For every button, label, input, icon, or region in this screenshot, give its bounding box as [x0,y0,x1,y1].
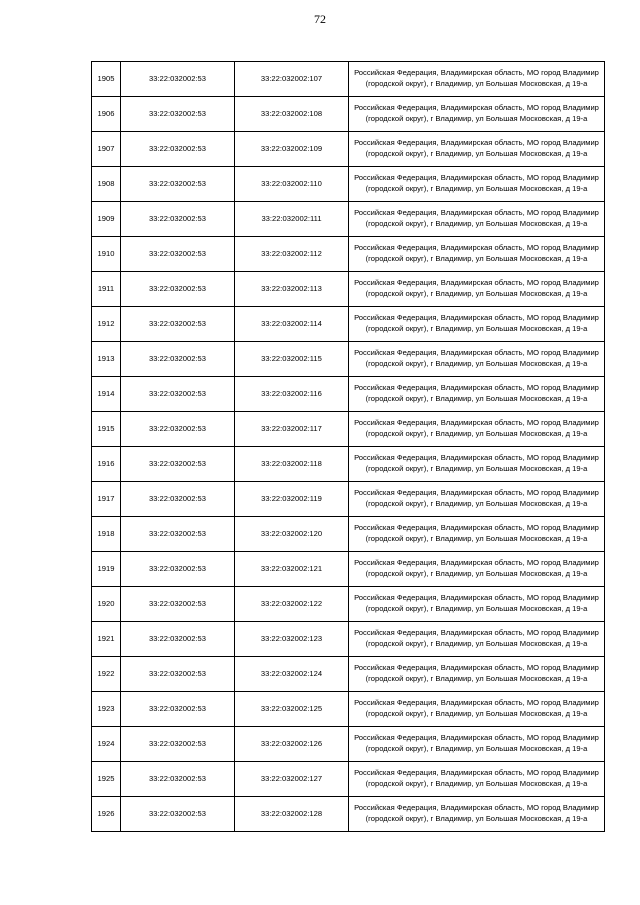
parent-cadastral-number-cell: 33:22:032002:53 [121,272,235,307]
parent-cadastral-number-cell: 33:22:032002:53 [121,587,235,622]
row-number-cell: 1920 [92,587,121,622]
address-cell: Российская Федерация, Владимирская область, МО город Владимир (городской округ), г Владимир, ул Большая Московская, д 19-а [349,62,605,97]
row-number-cell: 1911 [92,272,121,307]
table-row [92,412,605,447]
parent-cadastral-number-cell: 33:22:032002:53 [121,727,235,762]
row-number-cell: 1919 [92,552,121,587]
cadastral-number-cell: 33:22:032002:113 [235,272,349,307]
table-row [92,762,605,797]
parent-cadastral-number-cell: 33:22:032002:53 [121,517,235,552]
address-cell: Российская Федерация, Владимирская область, МО город Владимир (городской округ), г Владимир, ул Большая Московская, д 19-а [349,622,605,657]
parent-cadastral-number-cell: 33:22:032002:53 [121,482,235,517]
parent-cadastral-number-cell: 33:22:032002:53 [121,762,235,797]
address-cell: Российская Федерация, Владимирская область, МО город Владимир (городской округ), г Владимир, ул Большая Московская, д 19-а [349,587,605,622]
row-number-cell: 1909 [92,202,121,237]
address-cell: Российская Федерация, Владимирская область, МО город Владимир (городской округ), г Владимир, ул Большая Московская, д 19-а [349,727,605,762]
cadastral-number-cell: 33:22:032002:121 [235,552,349,587]
row-number-cell: 1918 [92,517,121,552]
table-row [92,797,605,832]
address-cell: Российская Федерация, Владимирская область, МО город Владимир (городской округ), г Владимир, ул Большая Московская, д 19-а [349,377,605,412]
address-cell: Российская Федерация, Владимирская область, МО город Владимир (городской округ), г Владимир, ул Большая Московская, д 19-а [349,202,605,237]
row-number-cell: 1912 [92,307,121,342]
parent-cadastral-number-cell: 33:22:032002:53 [121,622,235,657]
parent-cadastral-number-cell: 33:22:032002:53 [121,412,235,447]
table-row [92,517,605,552]
page-number: 72 [314,12,326,26]
parent-cadastral-number-cell: 33:22:032002:53 [121,167,235,202]
row-number-cell: 1908 [92,167,121,202]
cadastral-number-cell: 33:22:032002:110 [235,167,349,202]
row-number-cell: 1921 [92,622,121,657]
cadastral-number-cell: 33:22:032002:120 [235,517,349,552]
address-cell: Российская Федерация, Владимирская область, МО город Владимир (городской округ), г Владимир, ул Большая Московская, д 19-а [349,692,605,727]
table-row [92,657,605,692]
cadastral-number-cell: 33:22:032002:119 [235,482,349,517]
cadastral-number-cell: 33:22:032002:111 [235,202,349,237]
cadastral-number-cell: 33:22:032002:127 [235,762,349,797]
address-cell: Российская Федерация, Владимирская область, МО город Владимир (городской округ), г Владимир, ул Большая Московская, д 19-а [349,97,605,132]
parent-cadastral-number-cell: 33:22:032002:53 [121,97,235,132]
row-number-cell: 1917 [92,482,121,517]
table-row [92,587,605,622]
table-row [92,692,605,727]
parent-cadastral-number-cell: 33:22:032002:53 [121,342,235,377]
parent-cadastral-number-cell: 33:22:032002:53 [121,132,235,167]
cadastral-number-cell: 33:22:032002:115 [235,342,349,377]
cadastral-number-cell: 33:22:032002:112 [235,237,349,272]
parent-cadastral-number-cell: 33:22:032002:53 [121,552,235,587]
address-cell: Российская Федерация, Владимирская область, МО город Владимир (городской округ), г Владимир, ул Большая Московская, д 19-а [349,552,605,587]
address-cell: Российская Федерация, Владимирская область, МО город Владимир (городской округ), г Владимир, ул Большая Московская, д 19-а [349,797,605,832]
table-row [92,237,605,272]
cadastral-number-cell: 33:22:032002:123 [235,622,349,657]
cadastral-number-cell: 33:22:032002:117 [235,412,349,447]
table-row [92,622,605,657]
parent-cadastral-number-cell: 33:22:032002:53 [121,237,235,272]
cadastral-number-cell: 33:22:032002:126 [235,727,349,762]
address-cell: Российская Федерация, Владимирская область, МО город Владимир (городской округ), г Владимир, ул Большая Московская, д 19-а [349,517,605,552]
row-number-cell: 1907 [92,132,121,167]
row-number-cell: 1925 [92,762,121,797]
row-number-cell: 1905 [92,62,121,97]
row-number-cell: 1926 [92,797,121,832]
parent-cadastral-number-cell: 33:22:032002:53 [121,692,235,727]
table-row [92,482,605,517]
parent-cadastral-number-cell: 33:22:032002:53 [121,447,235,482]
parent-cadastral-number-cell: 33:22:032002:53 [121,377,235,412]
address-cell: Российская Федерация, Владимирская область, МО город Владимир (городской округ), г Владимир, ул Большая Московская, д 19-а [349,167,605,202]
row-number-cell: 1913 [92,342,121,377]
address-cell: Российская Федерация, Владимирская область, МО город Владимир (городской округ), г Владимир, ул Большая Московская, д 19-а [349,307,605,342]
cadastral-number-cell: 33:22:032002:108 [235,97,349,132]
parent-cadastral-number-cell: 33:22:032002:53 [121,657,235,692]
cadastral-number-cell: 33:22:032002:107 [235,62,349,97]
table-row [92,132,605,167]
table-row [92,552,605,587]
row-number-cell: 1914 [92,377,121,412]
address-cell: Российская Федерация, Владимирская область, МО город Владимир (городской округ), г Владимир, ул Большая Московская, д 19-а [349,657,605,692]
cadastral-number-cell: 33:22:032002:118 [235,447,349,482]
address-cell: Российская Федерация, Владимирская область, МО город Владимир (городской округ), г Владимир, ул Большая Московская, д 19-а [349,132,605,167]
address-cell: Российская Федерация, Владимирская область, МО город Владимир (городской округ), г Владимир, ул Большая Московская, д 19-а [349,447,605,482]
cadastral-number-cell: 33:22:032002:124 [235,657,349,692]
table-row [92,202,605,237]
row-number-cell: 1906 [92,97,121,132]
table-row [92,272,605,307]
cadastral-number-cell: 33:22:032002:128 [235,797,349,832]
address-cell: Российская Федерация, Владимирская область, МО город Владимир (городской округ), г Владимир, ул Большая Московская, д 19-а [349,272,605,307]
row-number-cell: 1916 [92,447,121,482]
row-number-cell: 1923 [92,692,121,727]
parent-cadastral-number-cell: 33:22:032002:53 [121,202,235,237]
parent-cadastral-number-cell: 33:22:032002:53 [121,62,235,97]
row-number-cell: 1922 [92,657,121,692]
cadastral-number-cell: 33:22:032002:125 [235,692,349,727]
row-number-cell: 1924 [92,727,121,762]
parent-cadastral-number-cell: 33:22:032002:53 [121,307,235,342]
parent-cadastral-number-cell: 33:22:032002:53 [121,797,235,832]
table-row [92,447,605,482]
address-cell: Российская Федерация, Владимирская область, МО город Владимир (городской округ), г Владимир, ул Большая Московская, д 19-а [349,482,605,517]
table-row [92,62,605,97]
cadastral-number-cell: 33:22:032002:109 [235,132,349,167]
cadastral-number-cell: 33:22:032002:116 [235,377,349,412]
registry-table [91,61,605,832]
table-row [92,727,605,762]
table-row [92,342,605,377]
address-cell: Российская Федерация, Владимирская область, МО город Владимир (городской округ), г Владимир, ул Большая Московская, д 19-а [349,412,605,447]
registry-table-body [92,62,605,832]
table-row [92,167,605,202]
address-cell: Российская Федерация, Владимирская область, МО город Владимир (городской округ), г Владимир, ул Большая Московская, д 19-а [349,762,605,797]
row-number-cell: 1915 [92,412,121,447]
table-row [92,377,605,412]
table-row [92,97,605,132]
table-row [92,307,605,342]
cadastral-number-cell: 33:22:032002:122 [235,587,349,622]
address-cell: Российская Федерация, Владимирская область, МО город Владимир (городской округ), г Владимир, ул Большая Московская, д 19-а [349,237,605,272]
cadastral-number-cell: 33:22:032002:114 [235,307,349,342]
address-cell: Российская Федерация, Владимирская область, МО город Владимир (городской округ), г Владимир, ул Большая Московская, д 19-а [349,342,605,377]
row-number-cell: 1910 [92,237,121,272]
